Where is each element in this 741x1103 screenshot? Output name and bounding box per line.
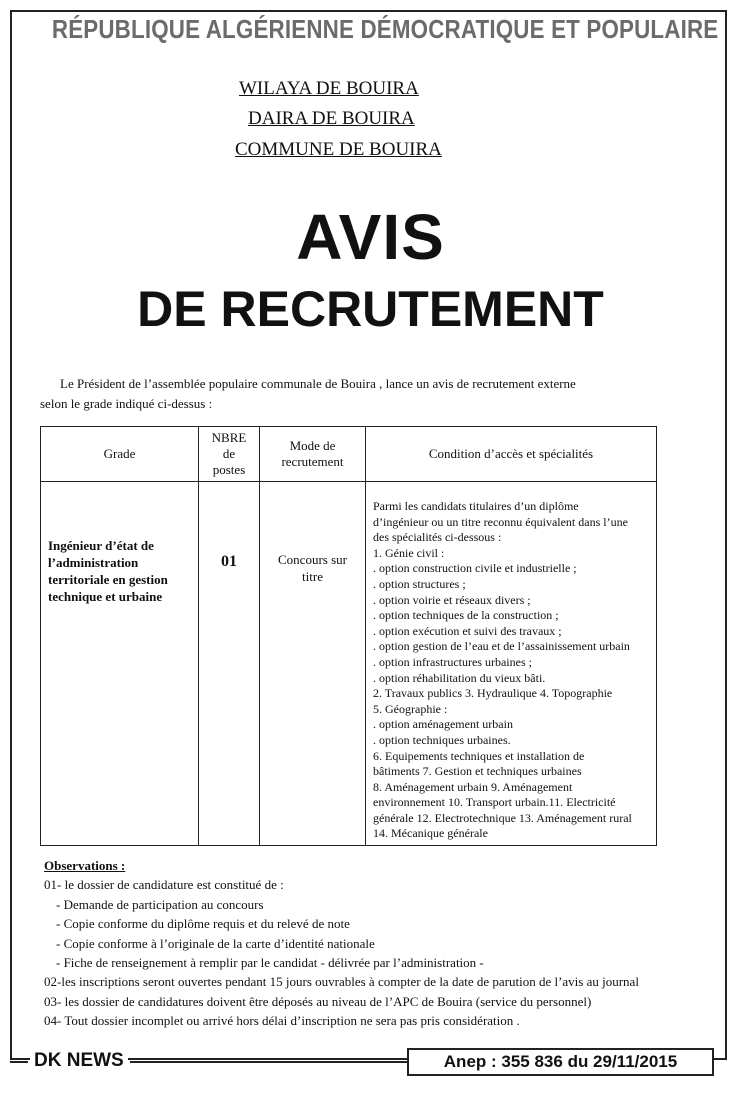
cell-mode: [260, 482, 366, 846]
condition-line: . option structures ;: [373, 576, 466, 591]
mode-text: [261, 483, 364, 585]
footer-rule: [130, 1061, 408, 1063]
header-grade: Grade: [41, 427, 199, 482]
condition-line: 8. Aménagement urbain 9. Aménagement: [373, 779, 573, 794]
condition-text: [367, 483, 655, 842]
grade-line: l’administration: [48, 555, 139, 570]
condition-line: . option techniques de la construction ;: [373, 608, 559, 623]
intro-line-1: Le Président de l’assemblée populaire communale de Bouira , lance un avis de recrutement externe: [60, 376, 576, 391]
condition-line: 5. Géographie :: [373, 701, 448, 716]
intro-paragraph: [40, 374, 700, 414]
condition-line: . option réhabilitation du vieux bâti.: [373, 670, 546, 685]
observation-line: - Fiche de renseignement à remplir par le candidat - délivrée par l’administration -: [56, 955, 484, 971]
condition-line: . option construction civile et industrielle ;: [373, 561, 577, 576]
cell-condition: [366, 482, 657, 846]
header-mode-line: recrutement: [281, 454, 344, 469]
condition-line: 2. Travaux publics 3. Hydraulique 4. Topographie: [373, 686, 613, 701]
observations-section: [44, 856, 724, 1031]
header-nbre-line: postes: [212, 462, 246, 477]
avis-title: AVIS: [296, 201, 445, 273]
header-mode: [260, 427, 366, 482]
header-mode-line: Mode de: [289, 438, 336, 453]
cell-grade: [41, 482, 199, 846]
commune-label: COMMUNE DE BOUIRA: [235, 139, 442, 160]
condition-line: . option gestion de l’eau et de l’assainissement urbain: [373, 639, 630, 654]
condition-line: . option exécution et suivi des travaux ;: [373, 623, 562, 638]
condition-line: générale 12. Electrotechnique 13. Aménagement rural: [373, 810, 632, 825]
condition-line: des spécialités ci-dessous :: [373, 530, 502, 545]
mode-line: titre: [302, 569, 323, 584]
nbre-value: 01: [221, 553, 237, 570]
header-condition: Condition d’accès et spécialités: [366, 427, 657, 482]
observation-line: - Copie conforme à l’originale de la carte d’identité nationale: [56, 935, 375, 951]
header-nbre: [199, 427, 260, 482]
observation-line: 04- Tout dossier incomplet ou arrivé hors délai d’inscription ne sera pas pris considération .: [44, 1013, 520, 1029]
anep-reference: Anep : 355 836 du 29/11/2015: [407, 1048, 714, 1076]
observations-title: Observations :: [44, 858, 126, 873]
condition-line: d’ingénieur ou un titre reconnu équivalent dans l’une: [373, 514, 628, 529]
condition-line: 1. Génie civil :: [373, 545, 445, 560]
observation-line: - Copie conforme du diplôme requis et du relevé de note: [56, 916, 350, 932]
republic-heading: RÉPUBLIQUE ALGÉRIENNE DÉMOCRATIQUE ET POPULAIRE: [51, 14, 719, 44]
daira-label: DAIRA DE BOUIRA: [248, 108, 415, 129]
mode-line: Concours sur: [278, 552, 347, 567]
footer-rule: [10, 1061, 28, 1063]
recrutement-title: DE RECRUTEMENT: [137, 281, 604, 337]
condition-line: 14. Mécanique générale: [373, 826, 488, 841]
cell-nbre: [199, 482, 260, 846]
condition-line: . option voirie et réseaux divers ;: [373, 592, 531, 607]
recruitment-table: [40, 426, 657, 846]
observation-line: - Demande de participation au concours: [56, 896, 264, 912]
condition-line: . option infrastructures urbaines ;: [373, 654, 532, 669]
grade-line: territoriale en gestion: [48, 572, 168, 587]
condition-line: 6. Equipements techniques et installation de: [373, 748, 585, 763]
header-nbre-line: NBRE: [211, 430, 247, 445]
grade-text: [42, 483, 197, 605]
condition-line: bâtiments 7. Gestion et techniques urbaines: [373, 764, 582, 779]
table-row: [41, 482, 657, 846]
grade-line: Ingénieur d’état de: [48, 538, 154, 553]
publication-name: DK NEWS: [30, 1050, 128, 1072]
condition-line: environnement 10. Transport urbain.11. Electricité: [373, 795, 616, 810]
header-nbre-line: de: [222, 446, 236, 461]
table-header-row: [41, 427, 657, 482]
condition-line: . option aménagement urbain: [373, 717, 513, 732]
observation-line: 03- les dossier de candidatures doivent être déposés au niveau de l’APC de Bouira (service du personnel): [44, 993, 592, 1009]
wilaya-label: WILAYA DE BOUIRA: [239, 78, 419, 99]
condition-line: Parmi les candidats titulaires d’un diplôme: [373, 499, 579, 513]
condition-line: . option techniques urbaines.: [373, 732, 511, 747]
observation-line: 02-les inscriptions seront ouvertes pendant 15 jours ouvrables à compter de la date de parution de l’avis au journal: [44, 974, 639, 990]
intro-line-2: selon le grade indiqué ci-dessus :: [40, 396, 213, 411]
grade-line: technique et urbaine: [48, 589, 163, 604]
observation-line: 01- le dossier de candidature est constitué de :: [44, 877, 284, 893]
